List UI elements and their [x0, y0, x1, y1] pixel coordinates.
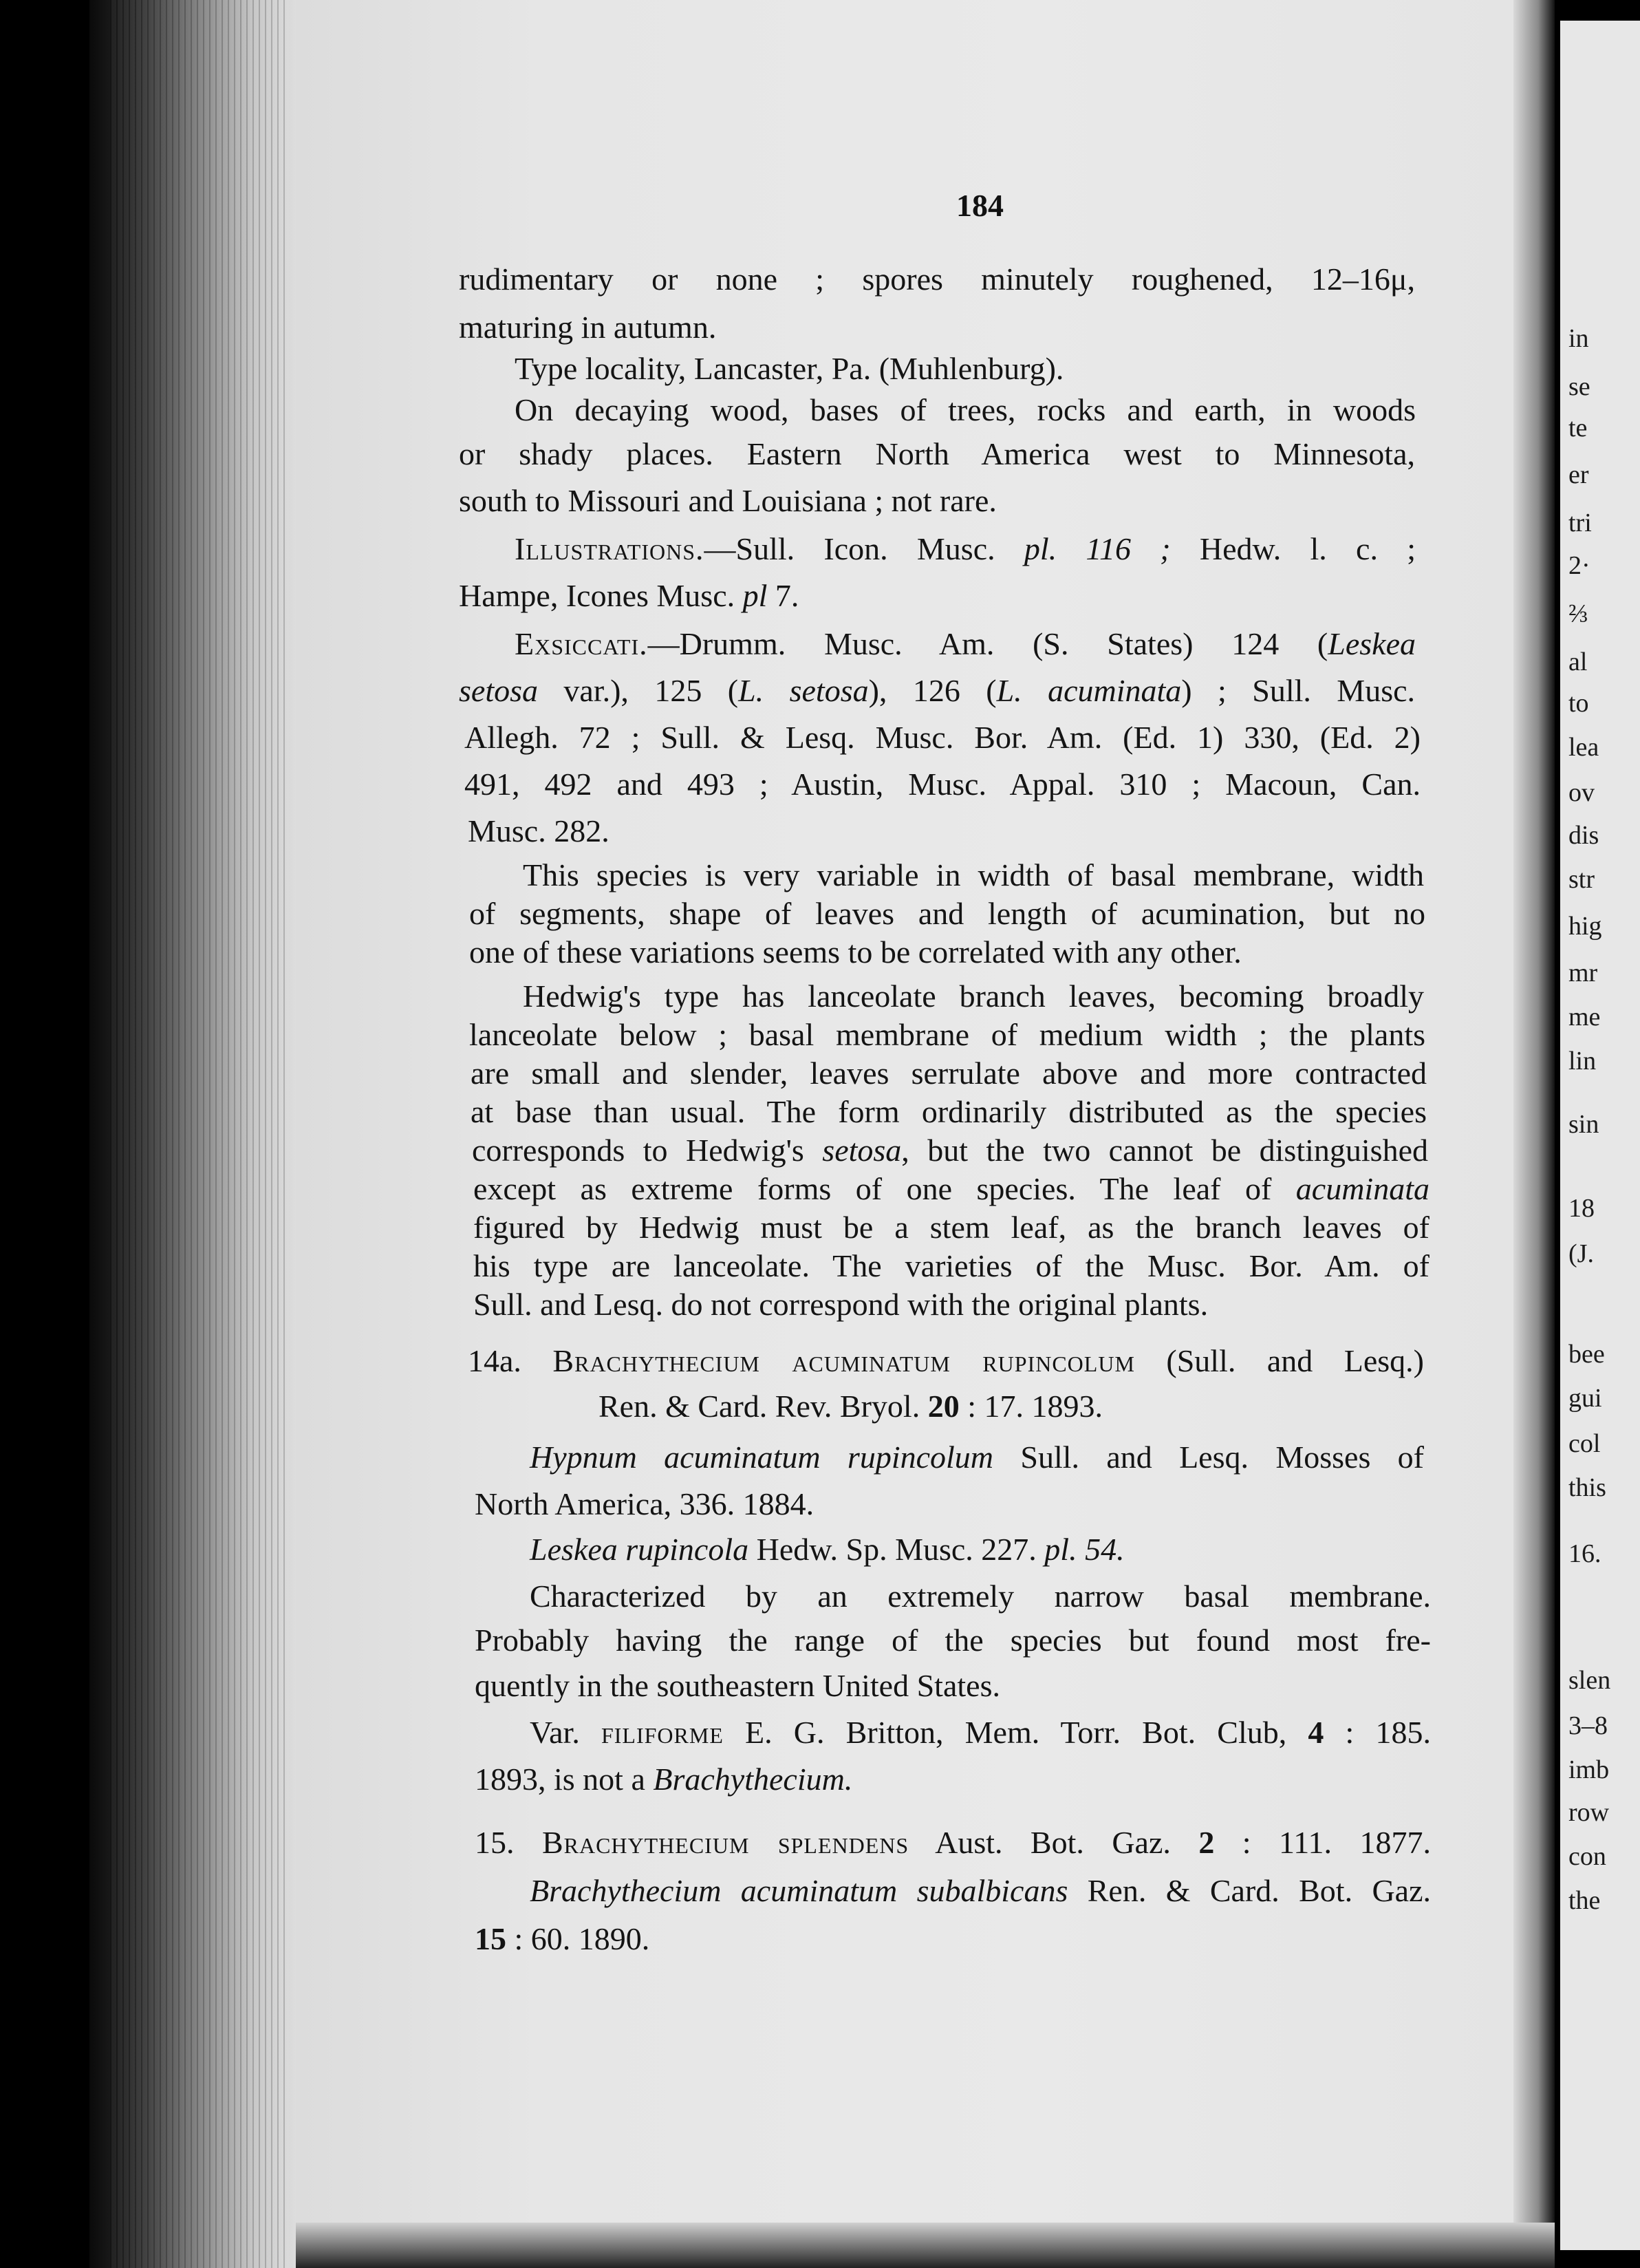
- page-fold-shadow: [1513, 0, 1555, 2268]
- facing-page-text-fragment: in: [1568, 324, 1589, 353]
- text-run: Exsiccati.: [515, 626, 648, 661]
- text-run: Brachythecium acuminatum rupincolum: [552, 1343, 1135, 1378]
- text-run: 1893, is not a: [475, 1762, 654, 1797]
- text-line: [473, 1247, 1429, 1285]
- text-run: of segments, shape of leaves and length of acumination, but no: [469, 896, 1425, 931]
- text-line: [459, 672, 1415, 710]
- text-run: Hypnum acuminatum rupincolum: [530, 1440, 994, 1475]
- text-line: [515, 391, 1416, 429]
- text-run: filiforme: [601, 1715, 724, 1750]
- facing-page-text-fragment: to: [1568, 689, 1589, 718]
- text-run: Hedw. l. c. ;: [1170, 531, 1416, 566]
- facing-page-text-fragment: tri: [1568, 509, 1592, 537]
- facing-page-text-fragment: lin: [1568, 1047, 1597, 1076]
- text-run: Brachythecium acuminatum subalbicans: [530, 1873, 1068, 1908]
- page-stack-edges: [110, 0, 289, 2268]
- text-run: Musc. 282.: [468, 813, 609, 848]
- text-line: [523, 856, 1424, 895]
- facing-page-text-fragment: al: [1568, 648, 1588, 676]
- facing-page-text-fragment: imb: [1568, 1755, 1610, 1784]
- text-run: (Sull. and Lesq.): [1134, 1343, 1424, 1378]
- text-run: Hedw. Sp. Musc. 227.: [748, 1532, 1045, 1567]
- text-run: Sull. and Lesq. do not correspond with the original plants.: [473, 1287, 1209, 1322]
- text-run: south to Missouri and Louisiana ; not rare.: [459, 483, 997, 518]
- facing-page-text-fragment: 18: [1568, 1194, 1595, 1223]
- text-line: [515, 350, 1064, 388]
- text-run: This species is very variable in width of basal membrane, width: [523, 857, 1424, 892]
- facing-page-text-fragment: hig: [1568, 912, 1602, 941]
- text-run: North America, 336. 1884.: [475, 1486, 814, 1521]
- text-run: : 185.: [1324, 1715, 1431, 1750]
- text-run: 4: [1308, 1715, 1324, 1750]
- text-run: 15.: [475, 1825, 542, 1860]
- text-run: , but the two cannot be distinguished: [901, 1133, 1428, 1168]
- text-run: lanceolate below ; basal membrane of medium width ; the plants: [469, 1017, 1425, 1052]
- facing-page-text-fragment: this: [1568, 1473, 1606, 1502]
- facing-page-text-fragment: str: [1568, 865, 1595, 894]
- text-run: 15: [475, 1921, 506, 1956]
- facing-page-text-fragment: (J.: [1568, 1239, 1594, 1268]
- facing-page-text-fragment: 2·: [1568, 551, 1590, 580]
- text-run: one of these variations seems to be correlated with any other.: [469, 934, 1242, 970]
- text-run: : 111. 1877.: [1214, 1825, 1431, 1860]
- text-line: [459, 577, 799, 615]
- text-run: var.), 125 (: [538, 673, 739, 708]
- text-run: 14a.: [468, 1343, 553, 1378]
- scan-border-left: [0, 0, 89, 2268]
- text-run: Brachythecium.: [653, 1762, 853, 1797]
- text-run: Ren. & Card. Rev. Bryol.: [598, 1389, 928, 1424]
- text-run: Brachythecium splendens: [541, 1825, 909, 1860]
- text-line: [459, 260, 1415, 299]
- text-run: Characterized by an extremely narrow basal membrane.: [530, 1579, 1431, 1614]
- text-run: E. G. Britton, Mem. Torr. Bot. Club,: [723, 1715, 1308, 1750]
- text-run: maturing in autumn.: [459, 310, 717, 345]
- scan-border-bottom: [296, 2223, 1555, 2268]
- text-run: Var.: [530, 1715, 601, 1750]
- text-run: L. setosa: [738, 673, 869, 708]
- text-run: rudimentary or none ; spores minutely roughened, 12–16μ,: [459, 261, 1415, 297]
- text-line: [530, 1577, 1431, 1616]
- text-run: setosa: [822, 1133, 902, 1168]
- text-run: pl: [742, 578, 768, 613]
- text-run: Type locality, Lancaster, Pa. (Muhlenburg).: [515, 351, 1064, 386]
- text-line: [530, 1530, 1125, 1569]
- facing-page-fragment: [1560, 21, 1640, 2250]
- text-run: his type are lanceolate. The varieties of the Musc. Bor. Am. of: [473, 1248, 1429, 1283]
- text-run: at base than usual. The form ordinarily distributed as the species: [471, 1094, 1427, 1129]
- text-line: [464, 718, 1421, 757]
- text-run: —Sull. Icon. Musc.: [704, 531, 1024, 566]
- text-line: [459, 482, 997, 520]
- text-run: quently in the southeastern United States.: [475, 1668, 1000, 1703]
- text-line: [515, 625, 1416, 663]
- facing-page-text-fragment: sin: [1568, 1110, 1599, 1139]
- text-run: : 17. 1893.: [959, 1389, 1103, 1424]
- text-line: [469, 933, 1242, 972]
- text-run: Probably having the range of the species but found most fre-: [475, 1623, 1431, 1658]
- text-line: [475, 1667, 1000, 1705]
- text-line: [459, 435, 1415, 473]
- facing-page-text-fragment: 16.: [1568, 1539, 1601, 1568]
- facing-page-text-fragment: mr: [1568, 959, 1598, 987]
- text-run: ) ; Sull. Musc.: [1181, 673, 1416, 708]
- facing-page-text-fragment: er: [1568, 460, 1589, 489]
- text-run: L. acuminata: [996, 673, 1182, 708]
- facing-page-text-fragment: the: [1568, 1886, 1601, 1915]
- text-run: 2: [1198, 1825, 1215, 1860]
- text-line: [468, 812, 609, 850]
- text-line: [530, 1872, 1431, 1910]
- text-line: [473, 1208, 1429, 1247]
- facing-page-text-fragment: se: [1568, 372, 1590, 401]
- text-line: [475, 1920, 649, 1958]
- text-line: [475, 1621, 1431, 1660]
- text-run: Leskea: [1328, 626, 1416, 661]
- text-line: [471, 1054, 1427, 1093]
- text-run: 7.: [767, 578, 799, 613]
- text-line: [475, 1485, 814, 1523]
- text-run: Hampe, Icones Musc.: [459, 578, 743, 613]
- facing-page-text-fragment: row: [1568, 1798, 1610, 1827]
- text-line: [472, 1131, 1428, 1170]
- text-run: ), 126 (: [868, 673, 997, 708]
- facing-page-text-fragment: te: [1568, 414, 1588, 442]
- text-line: [515, 530, 1416, 568]
- text-run: Aust. Bot. Gaz.: [909, 1825, 1199, 1860]
- facing-page-text-fragment: lea: [1568, 733, 1599, 762]
- text-line: [469, 895, 1425, 933]
- text-run: Sull. and Lesq. Mosses of: [993, 1440, 1424, 1475]
- text-run: or shady places. Eastern North America west to Minnesota,: [459, 436, 1415, 471]
- text-line: [530, 1713, 1431, 1752]
- facing-page-text-fragment: gui: [1568, 1384, 1602, 1413]
- text-run: corresponds to Hedwig's: [472, 1133, 823, 1168]
- text-run: figured by Hedwig must be a stem leaf, as the branch leaves of: [473, 1210, 1429, 1245]
- facing-page-text-fragment: slen: [1568, 1666, 1611, 1695]
- text-line: [598, 1387, 1103, 1426]
- text-run: 491, 492 and 493 ; Austin, Musc. Appal. 310 ; Macoun, Can.: [464, 767, 1421, 802]
- text-run: : 60. 1890.: [506, 1921, 650, 1956]
- text-line: [469, 1016, 1425, 1054]
- text-line: [475, 1823, 1431, 1862]
- text-run: acuminata: [1295, 1171, 1429, 1206]
- text-run: are small and slender, leaves serrulate above and more contracted: [471, 1056, 1427, 1091]
- text-run: Ren. & Card. Bot. Gaz.: [1068, 1873, 1431, 1908]
- text-run: setosa: [459, 673, 538, 708]
- facing-page-text-fragment: ⅔: [1568, 599, 1588, 628]
- text-line: [473, 1170, 1429, 1208]
- text-run: —Drumm. Musc. Am. (S. States) 124 (: [647, 626, 1328, 661]
- facing-page-text-fragment: 3–8: [1568, 1711, 1608, 1740]
- text-line: [468, 1342, 1424, 1380]
- text-line: [473, 1285, 1208, 1324]
- text-line: [464, 765, 1421, 804]
- text-run: Illustrations.: [515, 531, 704, 566]
- text-run: 20: [927, 1389, 960, 1424]
- facing-page-text-fragment: bee: [1568, 1340, 1605, 1369]
- text-run: except as extreme forms of one species. The leaf of: [473, 1171, 1296, 1206]
- facing-page-text-fragment: dis: [1568, 821, 1599, 850]
- text-run: On decaying wood, bases of trees, rocks and earth, in woods: [515, 392, 1416, 427]
- text-line: [530, 1438, 1424, 1477]
- page-number: 184: [956, 188, 1004, 223]
- facing-page-text-fragment: ov: [1568, 778, 1595, 807]
- text-run: Allegh. 72 ; Sull. & Lesq. Musc. Bor. Am. (Ed. 1) 330, (Ed. 2): [464, 720, 1421, 755]
- text-line: [471, 1093, 1427, 1131]
- text-line: [459, 308, 716, 347]
- facing-page-text-fragment: con: [1568, 1842, 1606, 1871]
- text-run: Hedwig's type has lanceolate branch leaves, becoming broadly: [523, 978, 1424, 1014]
- text-run: pl. 116 ;: [1024, 531, 1171, 566]
- text-run: Leskea rupincola: [530, 1532, 749, 1567]
- text-run: pl. 54.: [1044, 1532, 1125, 1567]
- facing-page-text-fragment: col: [1568, 1429, 1601, 1458]
- text-line: [523, 977, 1424, 1016]
- facing-page-text-fragment: me: [1568, 1003, 1601, 1031]
- text-line: [475, 1760, 852, 1799]
